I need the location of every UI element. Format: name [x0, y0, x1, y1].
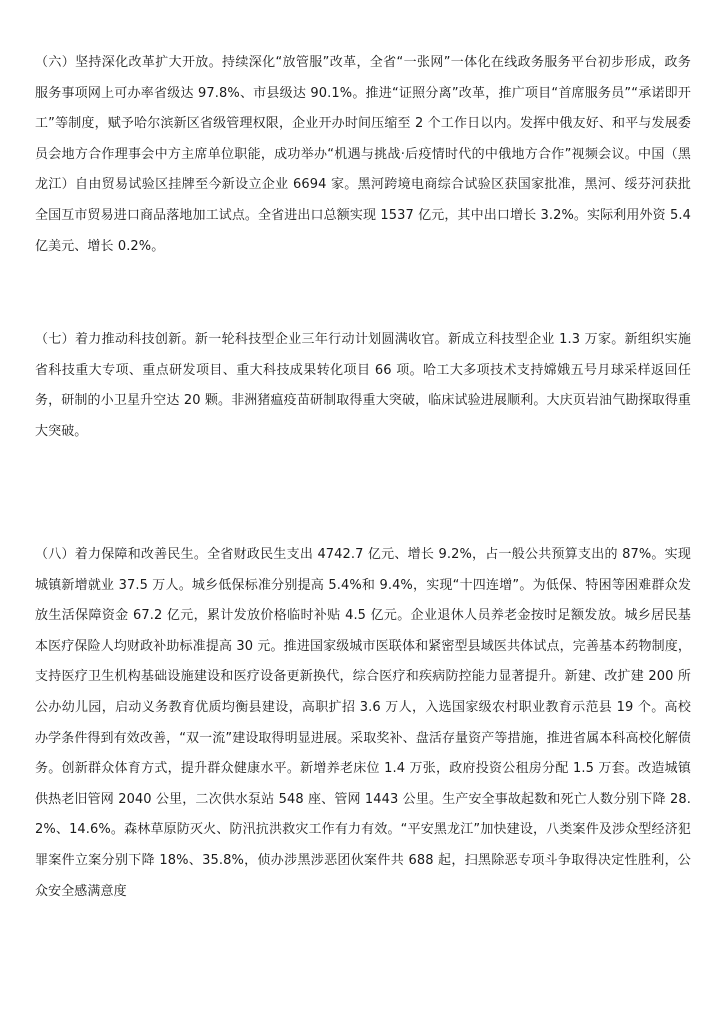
paragraph-section-7: （七）着力推动科技创新。新一轮科技型企业三年行动计划圆满收官。新成立科技型企业 1.3 万家。新组织实施省科技重大专项、重点研发项目、重大科技成果转化项目 66 项。哈工大多项技术支持嫦娥五号月球采样返回任务，研制的小卫星升空达 20 颗。非洲猪瘟疫苗研制取得重大突破，临床试验进展顺利。大庆页岩油气勘探取得重大突破。 — [35, 332, 691, 439]
paragraph-section-8: （八）着力保障和改善民生。全省财政民生支出 4742.7 亿元、增长 9.2%，占一般公共预算支出的 87%。实现城镇新增就业 37.5 万人。城乡低保标准分别提高 5.4%和 9.4%，实现“十四连增”。为低保、特困等困难群众发放生活保障资金 67.2 亿元，累计发放价格临时补贴 4.5 亿元。企业退休人员养老金按时足额发放。城乡居民基本医疗保险人均财政补助标准提高 30 元。推进国家级城市医联体和紧密型县域医共体试点，完善基本药物制度，支持医疗卫生机构基础设施建设和医疗设备更新换代，综合医疗和疾病防控能力显著提升。新建、改扩建 200 所公办幼儿园，启动义务教育优质均衡县建设，高职扩招 3.6 万人，入选国家级农村职业教育示范县 19 个。高校办学条件得到有效改善，“双一流”建设取得明显进展。采取奖补、盘活存量资产等措施，推进省属本科高校化解债务。创新群众体育方式，提升群众健康水平。新增养老床位 1.4 万张，政府投资公租房分配 1.5 万套。改造城镇供热老旧管网 2040 公里，二次供水泵站 548 座、管网 1443 公里。生产安全事故起数和死亡人数分别下降 28.2%、14.6%。森林草原防灭火、防汛抗洪救灾工作有力有效。“平安黑龙江”加快建设，八类案件及涉众型经济犯罪案件立案分别下降 18%、35.8%，侦办涉黑涉恶团伙案件共 688 起，扫黑除恶专项斗争取得决定性胜利，公众安全感满意度 — [35, 547, 691, 899]
paragraph-section-6: （六）坚持深化改革扩大开放。持续深化“放管服”改革，全省“一张网”一体化在线政务服务平台初步形成，政务服务事项网上可办率省级达 97.8%、市县级达 90.1%。推进“证照分离”改革，推广项目“首席服务员”“承诺即开工”等制度，赋予哈尔滨新区省级管理权限，企业开办时间压缩至 2 个工作日以内。发挥中俄友好、和平与发展委员会地方合作理事会中方主席单位职能，成功举办“机遇与挑战·后疫情时代的中俄地方合作”视频会议。中国（黑龙江）自由贸易试验区挂牌至今新设立企业 6694 家。黑河跨境电商综合试验区获国家批准，黑河、绥芬河获批全国互市贸易进口商品落地加工试点。全省进出口总额实现 1537 亿元，其中出口增长 3.2%。实际利用外资 5.4 亿美元、增长 0.2%。 — [35, 55, 691, 254]
